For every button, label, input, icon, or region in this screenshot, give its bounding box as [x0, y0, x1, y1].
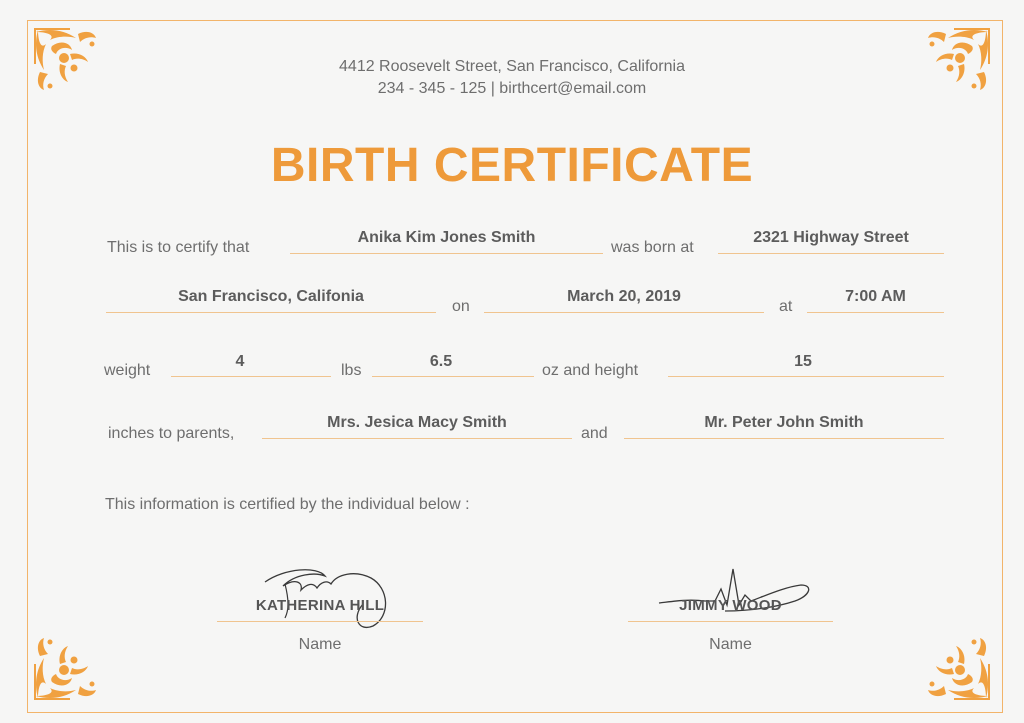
label-at: at — [779, 298, 793, 315]
label-on: on — [452, 298, 470, 315]
certified-statement: This information is certified by the individual below : — [105, 496, 470, 513]
weight-oz-line — [372, 376, 534, 377]
child-name-line — [290, 253, 603, 254]
label-oz-height: oz and height — [542, 362, 639, 379]
label-weight: weight — [104, 362, 151, 379]
header-address: 4412 Roosevelt Street, San Francisco, California — [339, 58, 685, 75]
street-line — [718, 253, 944, 254]
father-line — [624, 438, 944, 439]
height-value: 15 — [794, 353, 812, 370]
header-contact: 234 - 345 - 125 | birthcert@email.com — [377, 80, 647, 97]
label-certify: This is to certify that — [107, 239, 250, 256]
label-lbs: lbs — [341, 362, 362, 379]
time-line — [807, 312, 944, 313]
label-and: and — [581, 425, 608, 442]
weight-oz-value: 6.5 — [429, 353, 453, 370]
ornament-bottom-right-icon — [904, 614, 994, 704]
weight-lbs-value: 4 — [235, 353, 245, 370]
city-value: San Francisco, Califonia — [178, 288, 364, 305]
label-parents: inches to parents, — [108, 425, 235, 442]
certificate-title: BIRTH CERTIFICATE — [270, 139, 754, 192]
signatory-1-name: KATHERINA HILL — [255, 597, 385, 614]
signature-2-caption: Name — [709, 636, 752, 653]
city-line — [106, 312, 436, 313]
label-born-at: was born at — [611, 239, 694, 256]
mother-value: Mrs. Jesica Macy Smith — [327, 414, 507, 431]
street-value: 2321 Highway Street — [753, 229, 909, 246]
signature-1-caption: Name — [298, 636, 342, 653]
date-line — [484, 312, 764, 313]
height-line — [668, 376, 944, 377]
weight-lbs-line — [171, 376, 331, 377]
signature-2-line — [628, 621, 833, 622]
mother-line — [262, 438, 572, 439]
time-value: 7:00 AM — [845, 288, 906, 305]
father-value: Mr. Peter John Smith — [704, 414, 864, 431]
signature-1-line — [217, 621, 423, 622]
ornament-bottom-left-icon — [30, 614, 120, 704]
signatory-2-name: JIMMY WOOD — [679, 597, 782, 614]
child-name-value: Anika Kim Jones Smith — [357, 229, 536, 246]
date-value: March 20, 2019 — [567, 288, 681, 305]
